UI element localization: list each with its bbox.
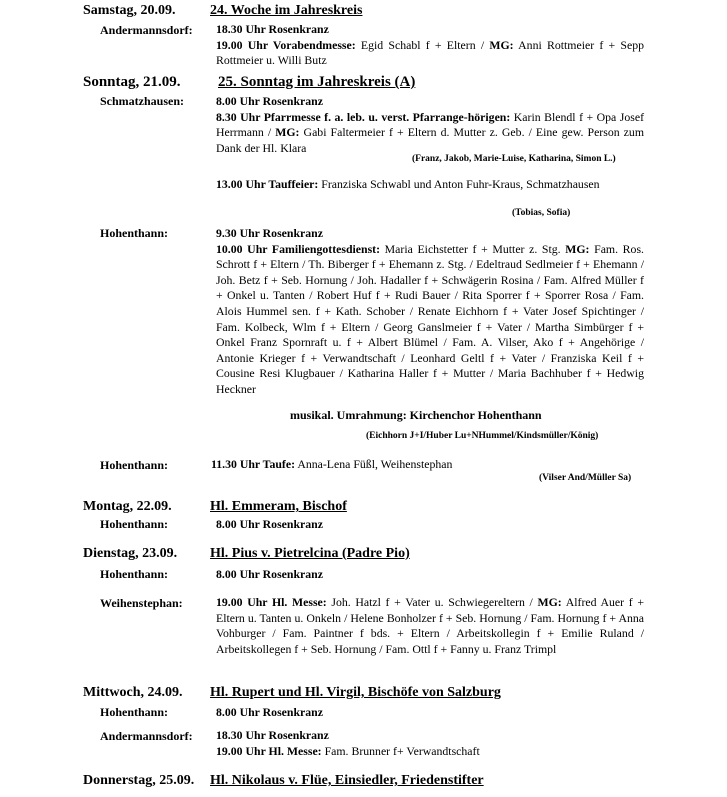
ministrant-credit: (Vilser And/Müller Sa)	[539, 473, 632, 483]
day-date: Sonntag, 21.09.	[83, 74, 181, 90]
day-title: Hl. Emmeram, Bischof	[210, 499, 347, 514]
service-block-di-weihenstephan	[216, 595, 644, 657]
music-note: musikal. Umrahmung: Kirchenchor Hohenthann	[290, 408, 542, 422]
day-heading-mittwoch	[83, 685, 501, 701]
day-date: Samstag, 20.09.	[83, 3, 176, 18]
day-date: Donnerstag, 25.09.	[83, 773, 195, 788]
ministrant-credit: (Tobias, Sofia)	[512, 208, 571, 218]
day-heading-montag	[83, 499, 347, 515]
service-rosenkranz: 8.00 Uhr Rosenkranz	[216, 705, 323, 719]
service-block-sa-andermannsdorf	[216, 22, 644, 69]
service-rosenkranz: 8.00 Uhr Rosenkranz	[216, 567, 323, 581]
day-title: 24. Woche im Jahreskreis	[210, 3, 363, 18]
service-block-so-hohenthann	[216, 226, 644, 398]
service-hl-messe: 19.00 Uhr Hl. Messe: Joh. Hatzl f + Vater u. Schwiegereltern / MG: Alfred Auer f + Eltern u. Tanten u. Onkeln / Helene Bonholzer f + Seb. Hornung / Fam. Hornung f + Anna Vohburger / Fam. Paintner f bds. + Eltern / Arbeitskollegin f + Emilie Ruland / Arbeitskollegen f + Seb. Hornung / Fam. Ottl f + Fanny u. Franz Trimpl	[216, 595, 644, 656]
day-heading-samstag	[83, 3, 362, 19]
location-weihenstephan: Weihenstephan:	[100, 596, 183, 610]
location-hohenthann: Hohenthann:	[100, 567, 169, 581]
location-hohenthann: Hohenthann:	[100, 458, 169, 472]
service-block-so-tauffeier	[216, 177, 644, 193]
service-block-so-schmatzhausen	[216, 94, 644, 156]
ministrant-credit: (Eichhorn J+I/Huber Lu+NHummel/Kindsmüller/König)	[366, 431, 599, 441]
day-date: Montag, 22.09.	[83, 499, 172, 514]
day-title: Hl. Rupert und Hl. Virgil, Bischöfe von Salzburg	[210, 685, 501, 700]
day-title: Hl. Nikolaus v. Flüe, Einsiedler, Friedenstifter	[210, 773, 484, 788]
location-andermannsdorf: Andermannsdorf:	[100, 729, 193, 743]
service-rosenkranz: 18.30 Uhr Rosenkranz	[216, 22, 329, 36]
location-hohenthann: Hohenthann:	[100, 705, 169, 719]
day-heading-sonntag	[83, 74, 415, 91]
day-heading-dienstag	[83, 546, 410, 562]
service-rosenkranz: 9.30 Uhr Rosenkranz	[216, 226, 323, 240]
ministrant-credit: (Franz, Jakob, Marie-Luise, Katharina, Simon L.)	[412, 154, 616, 164]
service-block-mi-andermannsdorf	[216, 728, 644, 759]
service-tauffeier: 13.00 Uhr Tauffeier: Franziska Schwabl und Anton Fuhr-Kraus, Schmatzhausen	[216, 177, 600, 191]
location-hohenthann: Hohenthann:	[100, 517, 169, 531]
day-title: Hl. Pius v. Pietrelcina (Padre Pio)	[210, 546, 410, 561]
day-title: 25. Sonntag im Jahreskreis (A)	[218, 74, 416, 90]
service-vorabendmesse: 19.00 Uhr Vorabendmesse: Egid Schabl f + Eltern / MG: Anni Rottmeier f + Sepp Rottmeier u. Willi Butz	[216, 37, 644, 68]
location-hohenthann: Hohenthann:	[100, 226, 169, 240]
service-familiengottesdienst: 10.00 Uhr Familiengottesdienst: Maria Eichstetter f + Mutter z. Stg. MG: Fam. Ros. Schrott f + Eltern / Th. Biberger f + Ehemann z. Stg. / Edeltraud Sedlmeier f + Ehemann / Joh. Betz f + Seb. Hornung / Joh. Hadaller f + Schwägerin Rosina / Fam. Alfred Müller f + Onkel u. Tanten / Robert Huf f + Rudi Bauer / Rita Sporrer f + Sporrer Rosa / Fam. Alois Hummel sen. f + Kath. Schober / Renate Eichhorn f + Vater Josef Spichtinger / Fam. Kolbeck, Wlm f + Eltern / Georg Ganslmeier f + Vater / Martha Simbürger f + Onkel Franz Spornraft u. f + Albert Blümel / Fam. A. Vilser, Ako f + Angehörige / Antonie Krieger f + Verwandtschaft / Leonhard Geltl f + Vater / Franziska Keil f + Cousine Resi Klugbauer / Katharina Haller f + Mutter / Maria Bachhuber f + Hedwig Heckner	[216, 241, 644, 396]
day-heading-donnerstag	[83, 773, 484, 789]
service-hl-messe: 19.00 Uhr Hl. Messe: Fam. Brunner f+ Verwandtschaft	[216, 743, 480, 758]
location-schmatzhausen: Schmatzhausen:	[100, 94, 185, 108]
service-rosenkranz: 8.00 Uhr Rosenkranz	[216, 94, 323, 108]
location-andermannsdorf: Andermannsdorf:	[100, 23, 193, 37]
service-pfarrmesse: 8.30 Uhr Pfarrmesse f. a. leb. u. verst. Pfarrange-hörigen: Karin Blendl f + Opa Josef Herrmann / MG: Gabi Faltermeier f + Eltern d. Mutter z. Geb. / Eine gew. Person zum Dank der Hl. Klara	[216, 109, 644, 155]
service-taufe: 11.30 Uhr Taufe: Anna-Lena Füßl, Weihenstephan	[211, 457, 453, 471]
day-date: Mittwoch, 24.09.	[83, 685, 183, 700]
service-rosenkranz: 8.00 Uhr Rosenkranz	[216, 517, 323, 531]
service-rosenkranz: 18.30 Uhr Rosenkranz	[216, 728, 329, 742]
day-date: Dienstag, 23.09.	[83, 546, 178, 561]
